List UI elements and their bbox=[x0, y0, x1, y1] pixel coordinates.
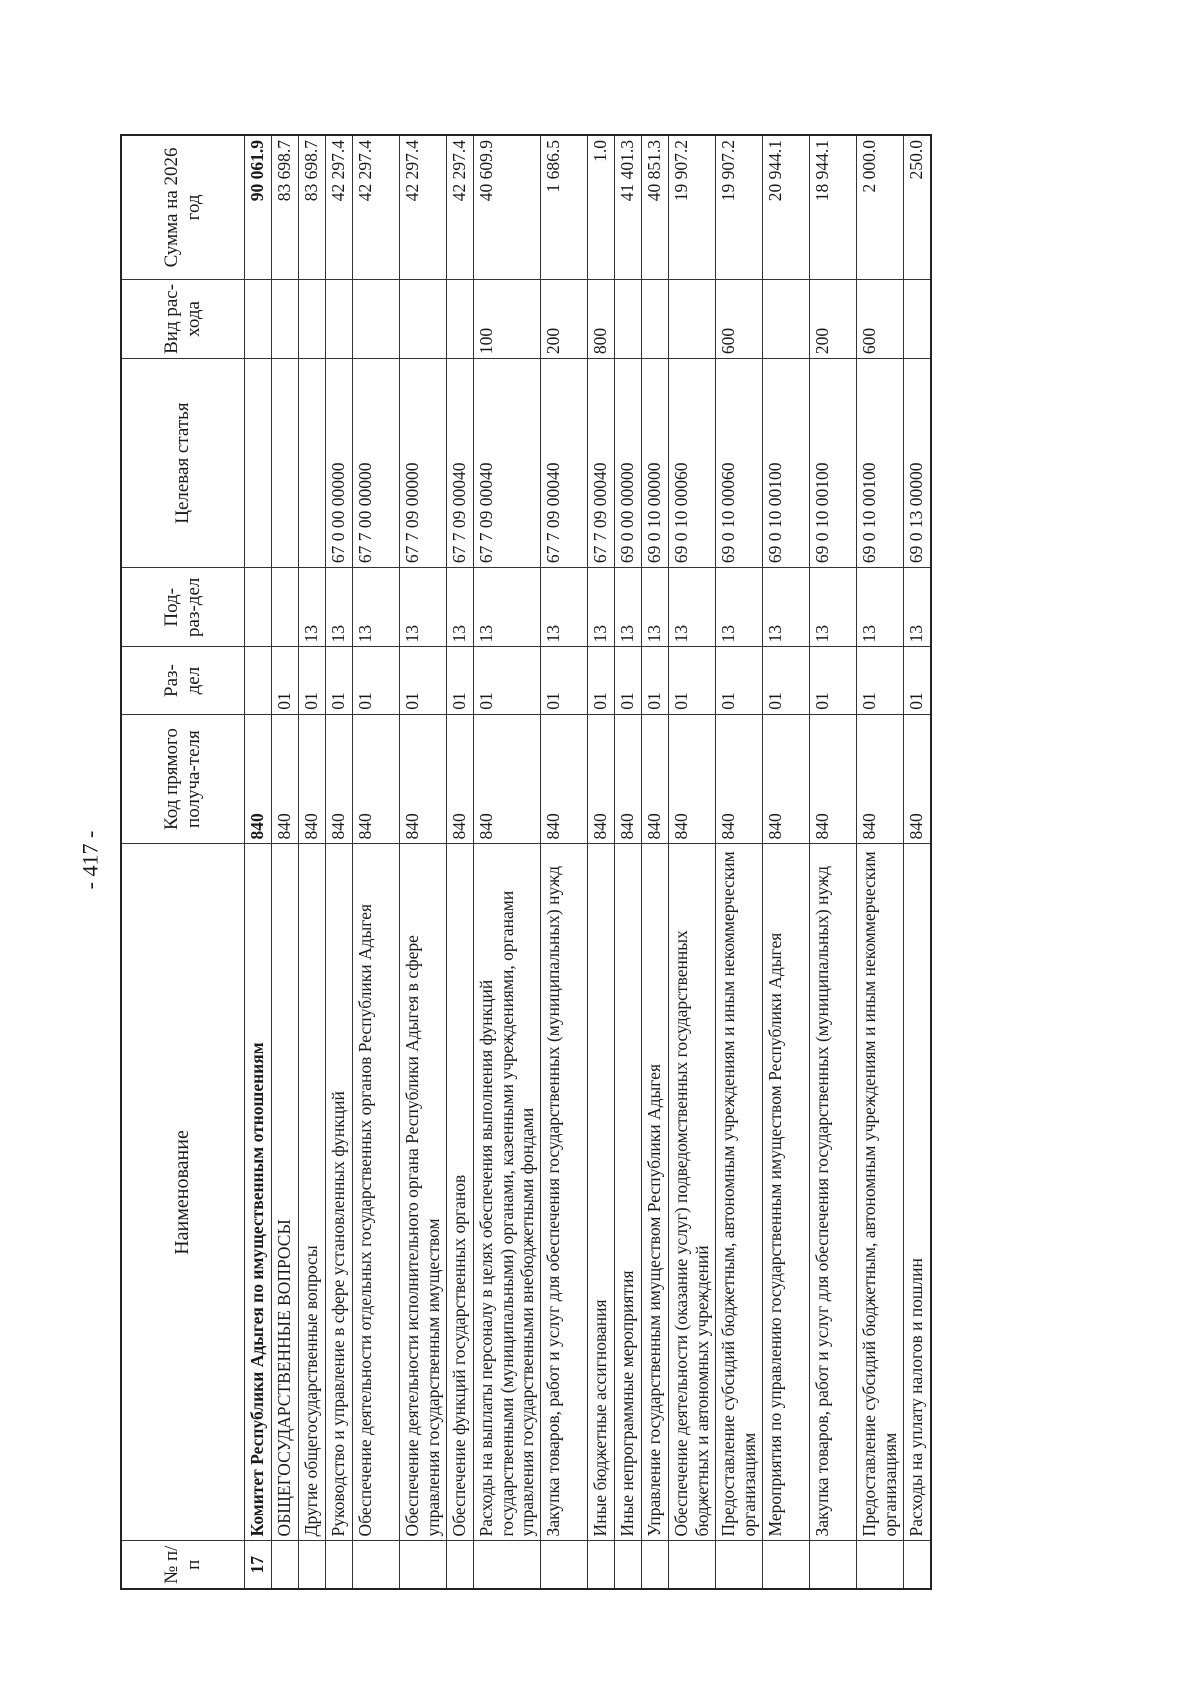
cell-razdel: 01 bbox=[763, 647, 810, 714]
cell-celevaya: 69 0 13 00000 bbox=[904, 359, 932, 568]
cell-name: Руководство и управление в сфере установленных функций bbox=[326, 844, 353, 1541]
cell-kod: 840 bbox=[642, 714, 669, 844]
cell-kod: 840 bbox=[716, 714, 763, 844]
cell-name: Обеспечение функций государственных органов bbox=[447, 844, 474, 1541]
cell-vid bbox=[353, 279, 400, 358]
cell-vid bbox=[904, 279, 932, 358]
table-row bbox=[400, 135, 447, 1589]
cell-razdel: 01 bbox=[810, 647, 857, 714]
header-idx: № п/п bbox=[121, 1541, 245, 1589]
cell-idx bbox=[474, 1541, 541, 1589]
cell-vid bbox=[615, 279, 642, 358]
cell-kod: 840 bbox=[669, 714, 716, 844]
cell-idx bbox=[716, 1541, 763, 1589]
cell-vid bbox=[447, 279, 474, 358]
cell-idx bbox=[904, 1541, 932, 1589]
cell-razdel: 01 bbox=[642, 647, 669, 714]
cell-idx bbox=[669, 1541, 716, 1589]
cell-summa: 20 944.1 bbox=[763, 135, 810, 279]
header-kod: Код прямого получа-теля bbox=[121, 714, 245, 844]
cell-kod: 840 bbox=[763, 714, 810, 844]
cell-podrazdel: 13 bbox=[716, 568, 763, 647]
cell-celevaya: 67 7 09 00040 bbox=[474, 359, 541, 568]
cell-razdel: 01 bbox=[588, 647, 615, 714]
cell-idx bbox=[541, 1541, 588, 1589]
cell-razdel: 01 bbox=[904, 647, 932, 714]
cell-razdel: 01 bbox=[400, 647, 447, 714]
cell-vid bbox=[763, 279, 810, 358]
cell-razdel: 01 bbox=[857, 647, 904, 714]
cell-razdel: 01 bbox=[474, 647, 541, 714]
cell-vid: 100 bbox=[474, 279, 541, 358]
cell-celevaya: 69 0 00 00000 bbox=[615, 359, 642, 568]
cell-name: Расходы на уплату налогов и пошлин bbox=[904, 844, 932, 1541]
cell-podrazdel: 13 bbox=[299, 568, 326, 647]
cell-celevaya: 67 7 00 00000 bbox=[353, 359, 400, 568]
table-row bbox=[615, 135, 642, 1589]
cell-summa: 19 907.2 bbox=[716, 135, 763, 279]
cell-vid bbox=[272, 279, 299, 358]
cell-kod: 840 bbox=[904, 714, 932, 844]
page-number bbox=[60, 820, 120, 900]
cell-idx bbox=[353, 1541, 400, 1589]
cell-name: Другие общегосударственные вопросы bbox=[299, 844, 326, 1541]
cell-name: Мероприятия по управлению государственным имуществом Республики Адыгея bbox=[763, 844, 810, 1541]
cell-idx bbox=[299, 1541, 326, 1589]
cell-celevaya: 69 0 10 00060 bbox=[669, 359, 716, 568]
cell-vid bbox=[245, 279, 272, 358]
cell-summa: 42 297.4 bbox=[400, 135, 447, 279]
cell-podrazdel: 13 bbox=[541, 568, 588, 647]
cell-summa: 42 297.4 bbox=[326, 135, 353, 279]
table-row bbox=[763, 135, 810, 1589]
table-row bbox=[810, 135, 857, 1589]
table-row bbox=[272, 135, 299, 1589]
cell-celevaya: 67 7 09 00040 bbox=[447, 359, 474, 568]
cell-name: Обеспечение деятельности (оказание услуг) подведомственных государственных бюджетных и автономных учреждений bbox=[669, 844, 716, 1541]
cell-summa: 1 686.5 bbox=[541, 135, 588, 279]
cell-idx bbox=[400, 1541, 447, 1589]
cell-podrazdel: 13 bbox=[810, 568, 857, 647]
cell-summa: 41 401.3 bbox=[615, 135, 642, 279]
cell-podrazdel: 13 bbox=[763, 568, 810, 647]
cell-podrazdel: 13 bbox=[326, 568, 353, 647]
table-row bbox=[541, 135, 588, 1589]
cell-vid bbox=[669, 279, 716, 358]
cell-celevaya bbox=[245, 359, 272, 568]
cell-razdel: 01 bbox=[615, 647, 642, 714]
cell-kod: 840 bbox=[541, 714, 588, 844]
table-row bbox=[299, 135, 326, 1589]
cell-idx bbox=[857, 1541, 904, 1589]
cell-summa: 83 698.7 bbox=[272, 135, 299, 279]
table-row bbox=[474, 135, 541, 1589]
cell-summa: 18 944.1 bbox=[810, 135, 857, 279]
cell-celevaya: 69 0 10 00060 bbox=[716, 359, 763, 568]
header-podrazdel: Под-раз-дел bbox=[121, 568, 245, 647]
table-row bbox=[904, 135, 932, 1589]
cell-celevaya: 69 0 10 00100 bbox=[763, 359, 810, 568]
header-name: Наименование bbox=[121, 844, 245, 1541]
cell-razdel: 01 bbox=[353, 647, 400, 714]
cell-celevaya: 67 7 09 00040 bbox=[588, 359, 615, 568]
cell-name: Предоставление субсидий бюджетным, автономным учреждениям и иным некоммерческим организациям bbox=[857, 844, 904, 1541]
table-row bbox=[642, 135, 669, 1589]
cell-razdel: 01 bbox=[541, 647, 588, 714]
cell-idx bbox=[810, 1541, 857, 1589]
cell-celevaya: 69 0 10 00100 bbox=[857, 359, 904, 568]
cell-celevaya: 69 0 10 00000 bbox=[642, 359, 669, 568]
cell-summa: 40 609.9 bbox=[474, 135, 541, 279]
table-header-row bbox=[121, 135, 245, 1589]
cell-podrazdel: 13 bbox=[588, 568, 615, 647]
header-celevaya: Целевая статья bbox=[121, 359, 245, 568]
cell-podrazdel bbox=[272, 568, 299, 647]
cell-idx bbox=[615, 1541, 642, 1589]
cell-vid bbox=[642, 279, 669, 358]
cell-razdel: 01 bbox=[272, 647, 299, 714]
table-row bbox=[716, 135, 763, 1589]
cell-kod: 840 bbox=[272, 714, 299, 844]
cell-idx: 17 bbox=[245, 1541, 272, 1589]
cell-vid bbox=[299, 279, 326, 358]
cell-kod: 840 bbox=[474, 714, 541, 844]
cell-idx bbox=[272, 1541, 299, 1589]
cell-podrazdel: 13 bbox=[400, 568, 447, 647]
cell-kod: 840 bbox=[857, 714, 904, 844]
cell-razdel: 01 bbox=[326, 647, 353, 714]
cell-summa: 19 907.2 bbox=[669, 135, 716, 279]
cell-idx bbox=[763, 1541, 810, 1589]
cell-podrazdel bbox=[245, 568, 272, 647]
cell-razdel bbox=[245, 647, 272, 714]
header-razdel: Раз-дел bbox=[121, 647, 245, 714]
cell-kod: 840 bbox=[326, 714, 353, 844]
cell-podrazdel: 13 bbox=[474, 568, 541, 647]
cell-summa: 90 061.9 bbox=[245, 135, 272, 279]
table-row bbox=[447, 135, 474, 1589]
cell-razdel: 01 bbox=[447, 647, 474, 714]
cell-kod: 840 bbox=[615, 714, 642, 844]
cell-vid: 800 bbox=[588, 279, 615, 358]
cell-name: Управление государственным имуществом Республики Адыгея bbox=[642, 844, 669, 1541]
cell-name: Закупка товаров, работ и услуг для обеспечения государственных (муниципальных) нужд bbox=[541, 844, 588, 1541]
cell-podrazdel: 13 bbox=[353, 568, 400, 647]
table-body bbox=[245, 135, 932, 1589]
cell-celevaya: 67 0 00 00000 bbox=[326, 359, 353, 568]
cell-summa: 42 297.4 bbox=[353, 135, 400, 279]
cell-kod: 840 bbox=[447, 714, 474, 844]
cell-summa: 42 297.4 bbox=[447, 135, 474, 279]
cell-kod: 840 bbox=[353, 714, 400, 844]
cell-summa: 1.0 bbox=[588, 135, 615, 279]
cell-name: ОБЩЕГОСУДАРСТВЕННЫЕ ВОПРОСЫ bbox=[272, 844, 299, 1541]
cell-summa: 40 851.3 bbox=[642, 135, 669, 279]
table-row bbox=[588, 135, 615, 1589]
cell-podrazdel: 13 bbox=[642, 568, 669, 647]
cell-razdel: 01 bbox=[669, 647, 716, 714]
cell-name: Обеспечение деятельности исполнительного органа Республики Адыгея в сфере управления государственным имуществом bbox=[400, 844, 447, 1541]
cell-kod: 840 bbox=[245, 714, 272, 844]
cell-vid: 200 bbox=[541, 279, 588, 358]
cell-kod: 840 bbox=[400, 714, 447, 844]
cell-vid bbox=[400, 279, 447, 358]
table-row bbox=[245, 135, 272, 1589]
cell-podrazdel: 13 bbox=[669, 568, 716, 647]
header-vid: Вид рас-хода bbox=[121, 279, 245, 358]
table-row bbox=[669, 135, 716, 1589]
cell-kod: 840 bbox=[299, 714, 326, 844]
cell-name: Комитет Республики Адыгея по имущественным отношениям bbox=[245, 844, 272, 1541]
header-summa: Сумма на 2026 год bbox=[121, 135, 245, 279]
cell-name: Расходы на выплаты персоналу в целях обеспечения выполнения функций государственными (муниципальными) органами, казенными учреждениями, органами управления государственными внебюджетными фондами bbox=[474, 844, 541, 1541]
cell-vid bbox=[326, 279, 353, 358]
cell-podrazdel: 13 bbox=[615, 568, 642, 647]
cell-celevaya: 69 0 10 00100 bbox=[810, 359, 857, 568]
table-row bbox=[326, 135, 353, 1589]
cell-vid: 600 bbox=[716, 279, 763, 358]
cell-celevaya: 67 7 09 00000 bbox=[400, 359, 447, 568]
cell-razdel: 01 bbox=[716, 647, 763, 714]
cell-kod: 840 bbox=[588, 714, 615, 844]
cell-summa: 2 000.0 bbox=[857, 135, 904, 279]
cell-idx bbox=[588, 1541, 615, 1589]
cell-podrazdel: 13 bbox=[857, 568, 904, 647]
cell-vid: 200 bbox=[810, 279, 857, 358]
cell-summa: 250.0 bbox=[904, 135, 932, 279]
cell-idx bbox=[326, 1541, 353, 1589]
table-row bbox=[857, 135, 904, 1589]
cell-idx bbox=[642, 1541, 669, 1589]
cell-razdel: 01 bbox=[299, 647, 326, 714]
cell-name: Обеспечение деятельности отдельных государственных органов Республики Адыгея bbox=[353, 844, 400, 1541]
cell-celevaya bbox=[272, 359, 299, 568]
cell-name: Предоставление субсидий бюджетным, автономным учреждениям и иным некоммерческим организациям bbox=[716, 844, 763, 1541]
cell-kod: 840 bbox=[810, 714, 857, 844]
budget-table-sheet bbox=[120, 134, 1150, 1590]
cell-idx bbox=[447, 1541, 474, 1589]
page-number-text: - 417 - bbox=[77, 830, 102, 890]
cell-celevaya: 67 7 09 00040 bbox=[541, 359, 588, 568]
cell-podrazdel: 13 bbox=[904, 568, 932, 647]
cell-vid: 600 bbox=[857, 279, 904, 358]
cell-podrazdel: 13 bbox=[447, 568, 474, 647]
table-row bbox=[353, 135, 400, 1589]
cell-name: Иные непрограммные мероприятия bbox=[615, 844, 642, 1541]
cell-name: Закупка товаров, работ и услуг для обеспечения государственных (муниципальных) нужд bbox=[810, 844, 857, 1541]
cell-celevaya bbox=[299, 359, 326, 568]
cell-name: Иные бюджетные ассигнования bbox=[588, 844, 615, 1541]
cell-summa: 83 698.7 bbox=[299, 135, 326, 279]
budget-table bbox=[120, 134, 932, 1590]
